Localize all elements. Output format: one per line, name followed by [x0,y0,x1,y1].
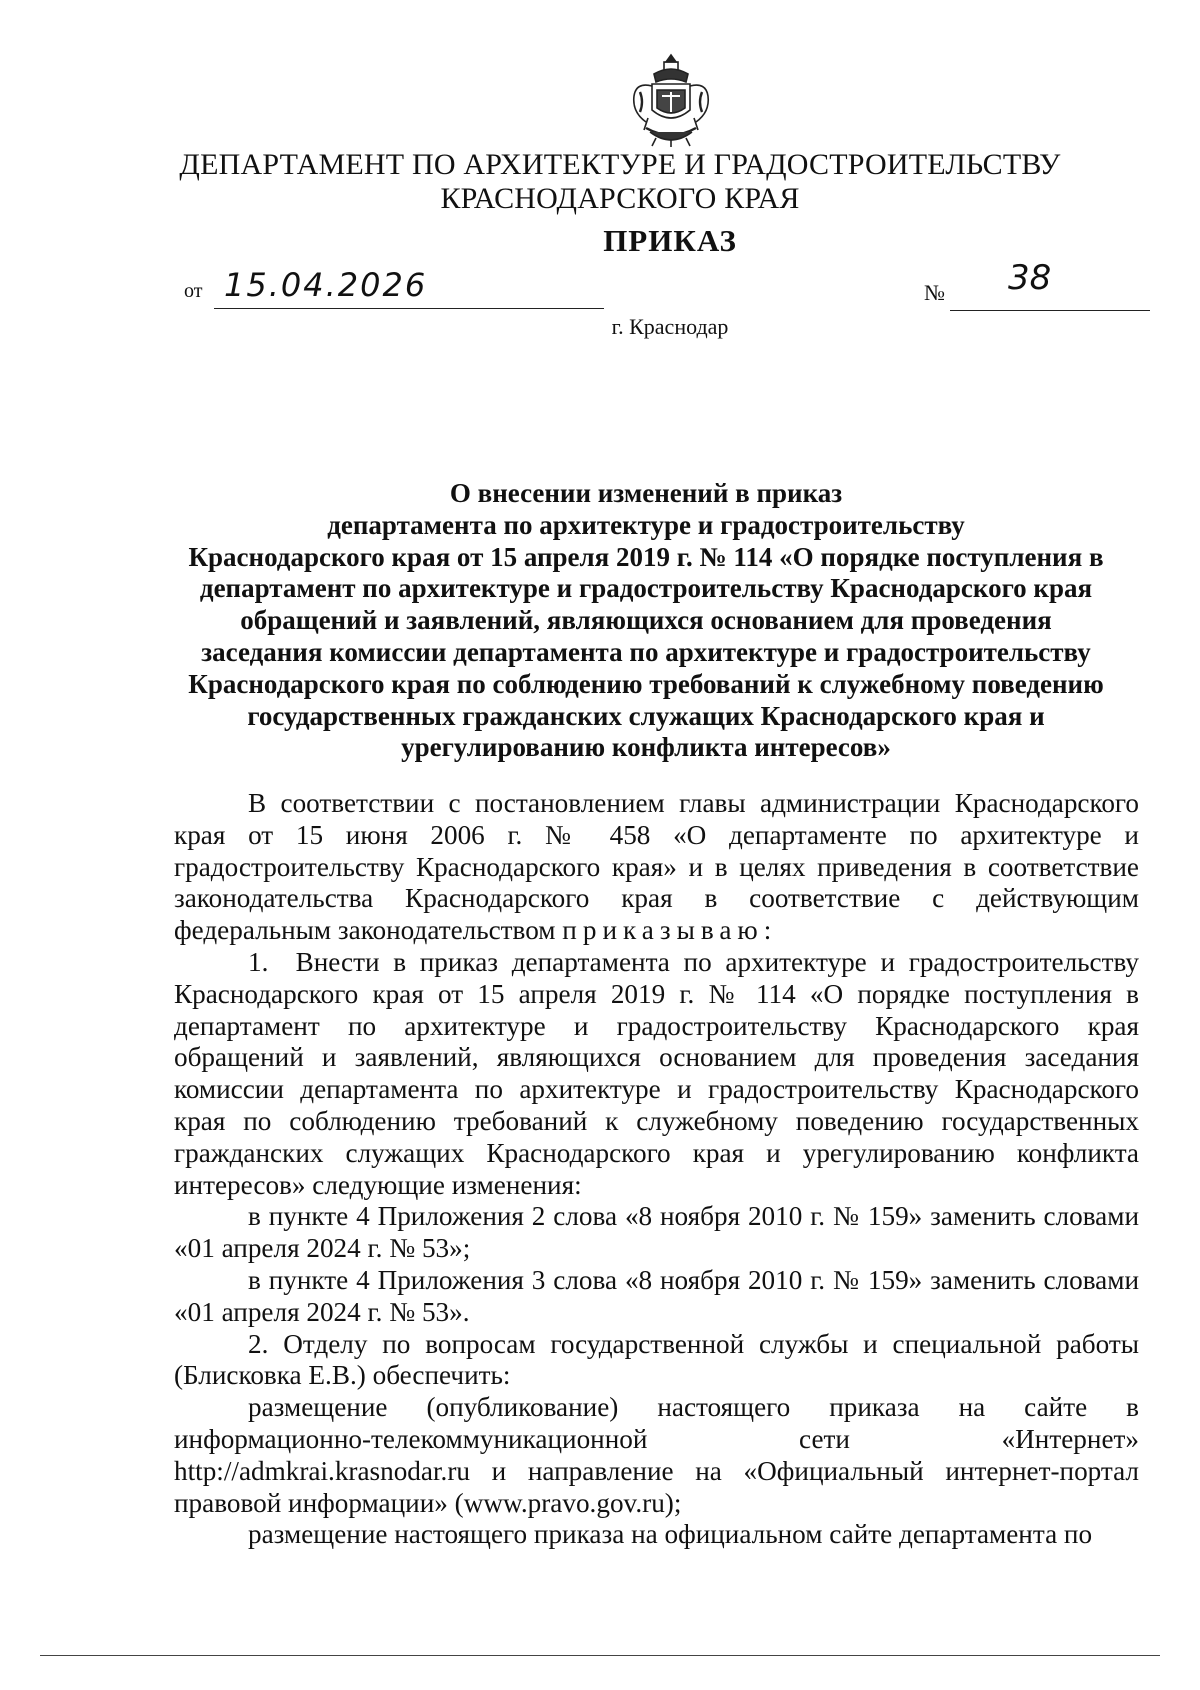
date-prefix: от [184,280,203,302]
subject-line: Краснодарского края по соблюдению требований к служебному поведению [188,668,1104,699]
subject-line: департамент по архитектуре и градостроительству Краснодарского края [199,573,1093,604]
subject-line: заседания комиссии департамента по архитектуре и градостроительству [201,636,1091,667]
city-name: г. Краснодар [611,314,729,339]
orders-word: приказываю [562,915,764,946]
subject-line: обращений и заявлений, являющихся основанием для проведения [240,605,1052,636]
handwritten-date: 15.04.2026 [224,266,428,304]
item-1-paragraph: 1. Внести в приказ департамента по архитектуре и градостроительству Краснодарского края от 15 апреля 2019 г. № 114 «О порядке поступления в департамент по архитектуре и градостроительству Краснодарского края обращений и заявлений, являющихся основанием для проведения заседания комиссии департамента по архитектуре и градостроительству Краснодарского края по соблюдению требований к служебному поведению государственных гражданских служащих Краснодарского края и урегулированию конфликта интересов» следующие изменения: [174,946,1139,1200]
change-1-paragraph: в пункте 4 Приложения 2 слова «8 ноября 2010 г. № 159» заменить словами «01 апреля 2024 г. № 53»; [174,1201,1139,1264]
number-prefix: № [924,280,945,305]
item-2-paragraph: 2. Отделу по вопросам государственной службы и специальной работы (Блисковка Е.В.) обеспечить: [174,1328,1139,1391]
page-bottom-rule [40,1655,1160,1656]
subject-line: Краснодарского края от 15 апреля 2019 г. № 114 «О порядке поступления в [188,541,1104,572]
date-number-row [184,258,1084,312]
preamble-colon: : [763,915,772,946]
date-underline [214,308,604,309]
coat-of-arms-graphic [626,52,716,148]
department-line-1: ДЕПАРТАМЕНТ ПО АРХИТЕКТУРЕ И ГРАДОСТРОИТЕЛЬСТВУ [179,148,1061,181]
handwritten-number: 38 [1008,258,1052,298]
preamble-paragraph [174,788,1139,947]
department-line-2: КРАСНОДАРСКОГО КРАЯ [440,182,800,215]
department-name [150,148,1090,216]
number-underline [950,310,1150,311]
order-subject [176,478,1116,764]
item-2a-paragraph: размещение (опубликование) настоящего приказа на сайте в информационно-телекоммуникационной сети «Интернет» http://admkrai.krasnodar.ru и направление на «Официальный интернет-портал правовой информации» (www.pravo.gov.ru); [174,1392,1139,1518]
subject-line: департамента по архитектуре и градостроительству [327,509,965,540]
coat-of-arms-icon [626,52,716,148]
subject-line: урегулированию конфликта интересов» [401,732,891,763]
order-body [174,788,1139,1551]
preamble-text: В соответствии с постановлением главы администрации Краснодарского края от 15 июня 2006 г. № 458 «О департаменте по архитектуре и градостроительству Краснодарского края» и в целях приведения в соответствие законодательства Краснодарского края в соответствие с действующим федеральным законодательством [174,788,1139,946]
change-2-paragraph: в пункте 4 Приложения 3 слова «8 ноября 2010 г. № 159» заменить словами «01 апреля 2024 г. № 53». [174,1264,1139,1327]
item-2b-paragraph: размещение настоящего приказа на официальном сайте департамента по [248,1519,1093,1550]
document-type-title: ПРИКАЗ [603,223,737,258]
subject-line: О внесении изменений в приказ [449,478,843,508]
subject-line: государственных гражданских служащих Краснодарского края и [247,700,1045,731]
